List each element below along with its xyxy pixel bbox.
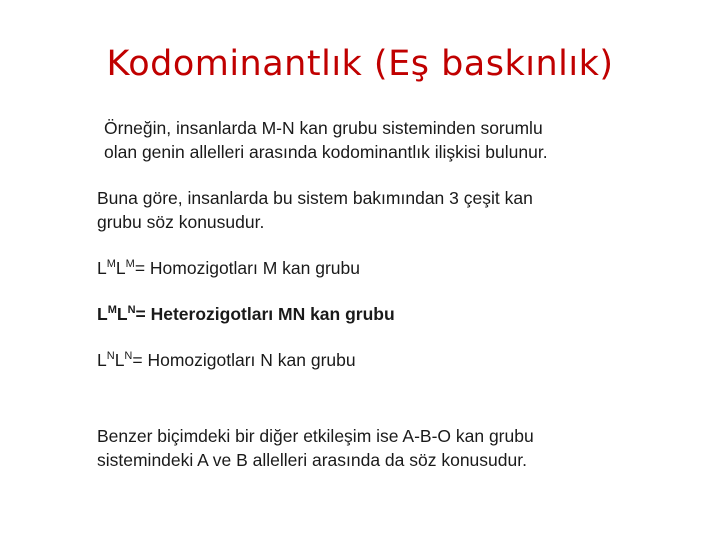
slide-title: Kodominantlık (Eş baskınlık) bbox=[106, 44, 614, 84]
genotype-description: = Heterozigotları MN kan grubu bbox=[135, 304, 395, 324]
allele-symbol: L bbox=[116, 304, 128, 324]
allele-symbol: L bbox=[114, 350, 125, 370]
genotype-description: = Homozigotları M kan grubu bbox=[134, 258, 360, 278]
allele-superscript: N bbox=[124, 350, 133, 362]
paragraph-line: Buna göre, insanlarda bu sistem bakımından 3 çeşit kan bbox=[97, 188, 533, 208]
allele-symbol: L bbox=[97, 258, 107, 278]
allele-symbol: L bbox=[97, 350, 107, 370]
genotype-mn-line bbox=[97, 304, 395, 325]
paragraph-codominance-intro bbox=[104, 116, 664, 164]
paragraph-line: olan genin allelleri arasında kodominantlık ilişkisi bulunur. bbox=[104, 142, 548, 162]
allele-symbol: L bbox=[115, 258, 126, 278]
genotype-nn-line bbox=[97, 350, 356, 371]
paragraph-line: sistemindeki A ve B allelleri arasında da söz konusudur. bbox=[97, 450, 527, 470]
allele-superscript: M bbox=[106, 258, 116, 270]
allele-superscript: N bbox=[106, 350, 115, 362]
paragraph-abo-note bbox=[97, 424, 657, 472]
paragraph-line: Benzer biçimdeki bir diğer etkileşim ise A-B-O kan grubu bbox=[97, 426, 534, 446]
genotype-mm-line bbox=[97, 258, 360, 279]
paragraph-three-types bbox=[97, 186, 657, 234]
paragraph-line: Örneğin, insanlarda M-N kan grubu sisteminden sorumlu bbox=[104, 118, 543, 138]
allele-superscript: M bbox=[107, 304, 117, 316]
paragraph-line: grubu söz konusudur. bbox=[97, 212, 265, 232]
allele-superscript: N bbox=[127, 304, 136, 316]
allele-symbol: L bbox=[97, 304, 108, 324]
genotype-description: = Homozigotları N kan grubu bbox=[132, 350, 356, 370]
allele-superscript: M bbox=[125, 258, 135, 270]
